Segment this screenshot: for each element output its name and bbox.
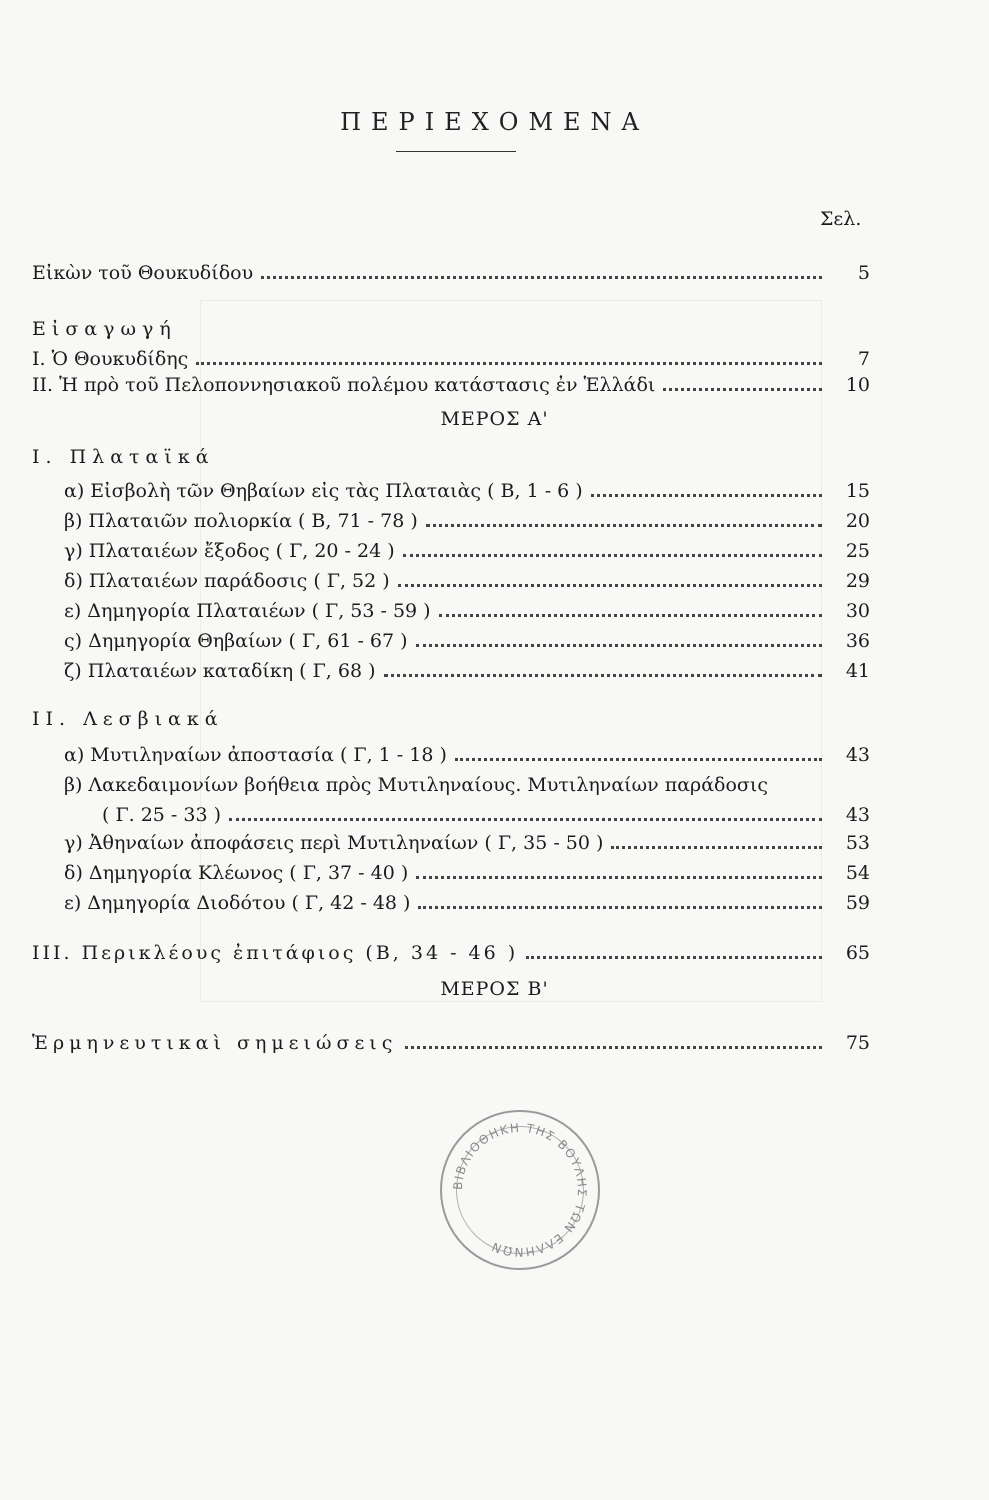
svg-text:ΒΙΒΛΙΟΘΗΚΗ ΤΗΣ ΒΟΥΛΗΣ ΤΩΝ ΕΛΛΗ	[451, 1121, 589, 1259]
toc-entry	[64, 888, 870, 914]
toc-entry-eikon	[32, 258, 870, 284]
toc-entry-page: 15	[845, 480, 870, 502]
toc-entry	[64, 536, 870, 562]
leader-dots	[416, 866, 822, 879]
leader-dots	[439, 604, 822, 617]
toc-entry	[102, 800, 870, 826]
toc-entry-label: γ) Πλαταιέων ἔξοδος ( Γ, 20 - 24 )	[64, 540, 395, 562]
leader-dots	[405, 1036, 822, 1049]
toc-entry-label: ( Γ. 25 - 33 )	[102, 804, 222, 826]
leader-dots	[526, 946, 822, 959]
toc-entry-page: 5	[857, 262, 870, 284]
toc-entry-intro-1	[32, 344, 870, 370]
stamp-text: ΒΙΒΛΙΟΘΗΚΗ ΤΗΣ ΒΟΥΛΗΣ ΤΩΝ ΕΛΛΗΝΩΝ	[450, 1120, 590, 1260]
section-heading-plataika: I. Πλαταϊκά	[32, 446, 215, 468]
leader-dots	[398, 574, 822, 587]
toc-entry-label: ε) Δημηγορία Πλαταιέων ( Γ, 53 - 59 )	[64, 600, 431, 622]
toc-entry	[64, 656, 870, 682]
toc-entry-page: 36	[845, 630, 870, 652]
toc-entry-label: γ) Ἀθηναίων ἀποφάσεις περὶ Μυτιληναίων ( Γ, 35 - 50 )	[64, 832, 604, 854]
leader-dots	[418, 896, 822, 909]
toc-entry-page: 54	[845, 862, 870, 884]
toc-entry-label: α) Εἰσβολὴ τῶν Θηβαίων εἰς τὰς Πλαταιὰς ( Β, 1 - 6 )	[64, 480, 583, 502]
toc-entry	[64, 596, 870, 622]
leader-dots	[611, 836, 822, 849]
library-stamp	[440, 1110, 600, 1270]
toc-entry-label: β) Λακεδαιμονίων βοήθεια πρὸς Μυτιληναίους. Μυτιληναίων παράδοσις	[64, 774, 768, 796]
toc-entry	[64, 740, 870, 766]
toc-entry-label: I. Ὁ Θουκυδίδης	[32, 348, 189, 370]
toc-entry-page: 59	[845, 892, 870, 914]
toc-entry-page: 53	[845, 832, 870, 854]
leader-dots	[426, 514, 822, 527]
toc-entry-label: Ἑρμηνευτικαὶ σημειώσεις	[32, 1032, 398, 1054]
page-title: ΠΕΡΙΕΧΟΜΕΝΑ	[340, 108, 649, 136]
leader-dots	[416, 634, 822, 647]
toc-entry-page: 43	[845, 804, 870, 826]
toc-entry	[64, 858, 870, 884]
toc-entry-label: ε) Δημηγορία Διοδότου ( Γ, 42 - 48 )	[64, 892, 411, 914]
leader-dots	[663, 378, 822, 391]
toc-entry-label: ζ) Πλαταιέων καταδίκη ( Γ, 68 )	[64, 660, 376, 682]
toc-entry-label: δ) Πλαταιέων παράδοσις ( Γ, 52 )	[64, 570, 390, 592]
title-underline	[396, 151, 516, 152]
leader-dots	[261, 266, 822, 279]
toc-entry-label: δ) Δημηγορία Κλέωνος ( Γ, 37 - 40 )	[64, 862, 409, 884]
toc-entry-label: β) Πλαταιῶν πολιορκία ( Β, 71 - 78 )	[64, 510, 418, 532]
toc-entry-label: ς) Δημηγορία Θηβαίων ( Γ, 61 - 67 )	[64, 630, 408, 652]
toc-entry-page: 41	[845, 660, 870, 682]
leader-dots	[229, 808, 822, 821]
toc-entry-epitaphios	[32, 938, 870, 964]
part-heading-b: ΜΕΡΟΣ Β'	[440, 978, 549, 1000]
toc-entry-page: 10	[845, 374, 870, 396]
toc-entry-intro-2	[32, 370, 870, 396]
part-heading-a: ΜΕΡΟΣ Α'	[440, 408, 549, 430]
leader-dots	[196, 352, 822, 365]
toc-entry-label: III. Περικλέους ἐπιτάφιος (Β, 34 - 46 )	[32, 942, 519, 964]
leader-dots	[591, 484, 822, 497]
toc-entry-page: 65	[845, 942, 870, 964]
toc-entry-label: II. Ἡ πρὸ τοῦ Πελοποννησιακοῦ πολέμου κατάστασις ἐν Ἑλλάδι	[32, 374, 656, 396]
toc-entry	[64, 626, 870, 652]
toc-entry-page: 29	[845, 570, 870, 592]
toc-entry-page: 30	[845, 600, 870, 622]
toc-entry-hermeneutikai	[32, 1028, 870, 1054]
toc-entry-page: 43	[845, 744, 870, 766]
leader-dots	[403, 544, 822, 557]
toc-entry	[64, 506, 870, 532]
stamp-lettering	[442, 1112, 598, 1268]
toc-entry-label: Εἰκὼν τοῦ Θουκυδίδου	[32, 262, 254, 284]
toc-entry-label: α) Μυτιληναίων ἀποστασία ( Γ, 1 - 18 )	[64, 744, 447, 766]
toc-entry	[64, 566, 870, 592]
leader-dots	[384, 664, 823, 677]
toc-entry-page: 7	[857, 348, 870, 370]
toc-entry	[64, 828, 870, 854]
section-heading-lesviaka: II. Λεσβιακά	[32, 708, 224, 730]
section-heading-intro: Εἰσαγωγή	[32, 318, 177, 340]
leader-dots	[455, 748, 822, 761]
toc-entry-page: 25	[845, 540, 870, 562]
page-column-label: Σελ.	[820, 208, 862, 230]
toc-entry	[64, 770, 870, 796]
toc-entry	[64, 476, 870, 502]
toc-entry-page: 75	[845, 1032, 870, 1054]
toc-entry-page: 20	[845, 510, 870, 532]
